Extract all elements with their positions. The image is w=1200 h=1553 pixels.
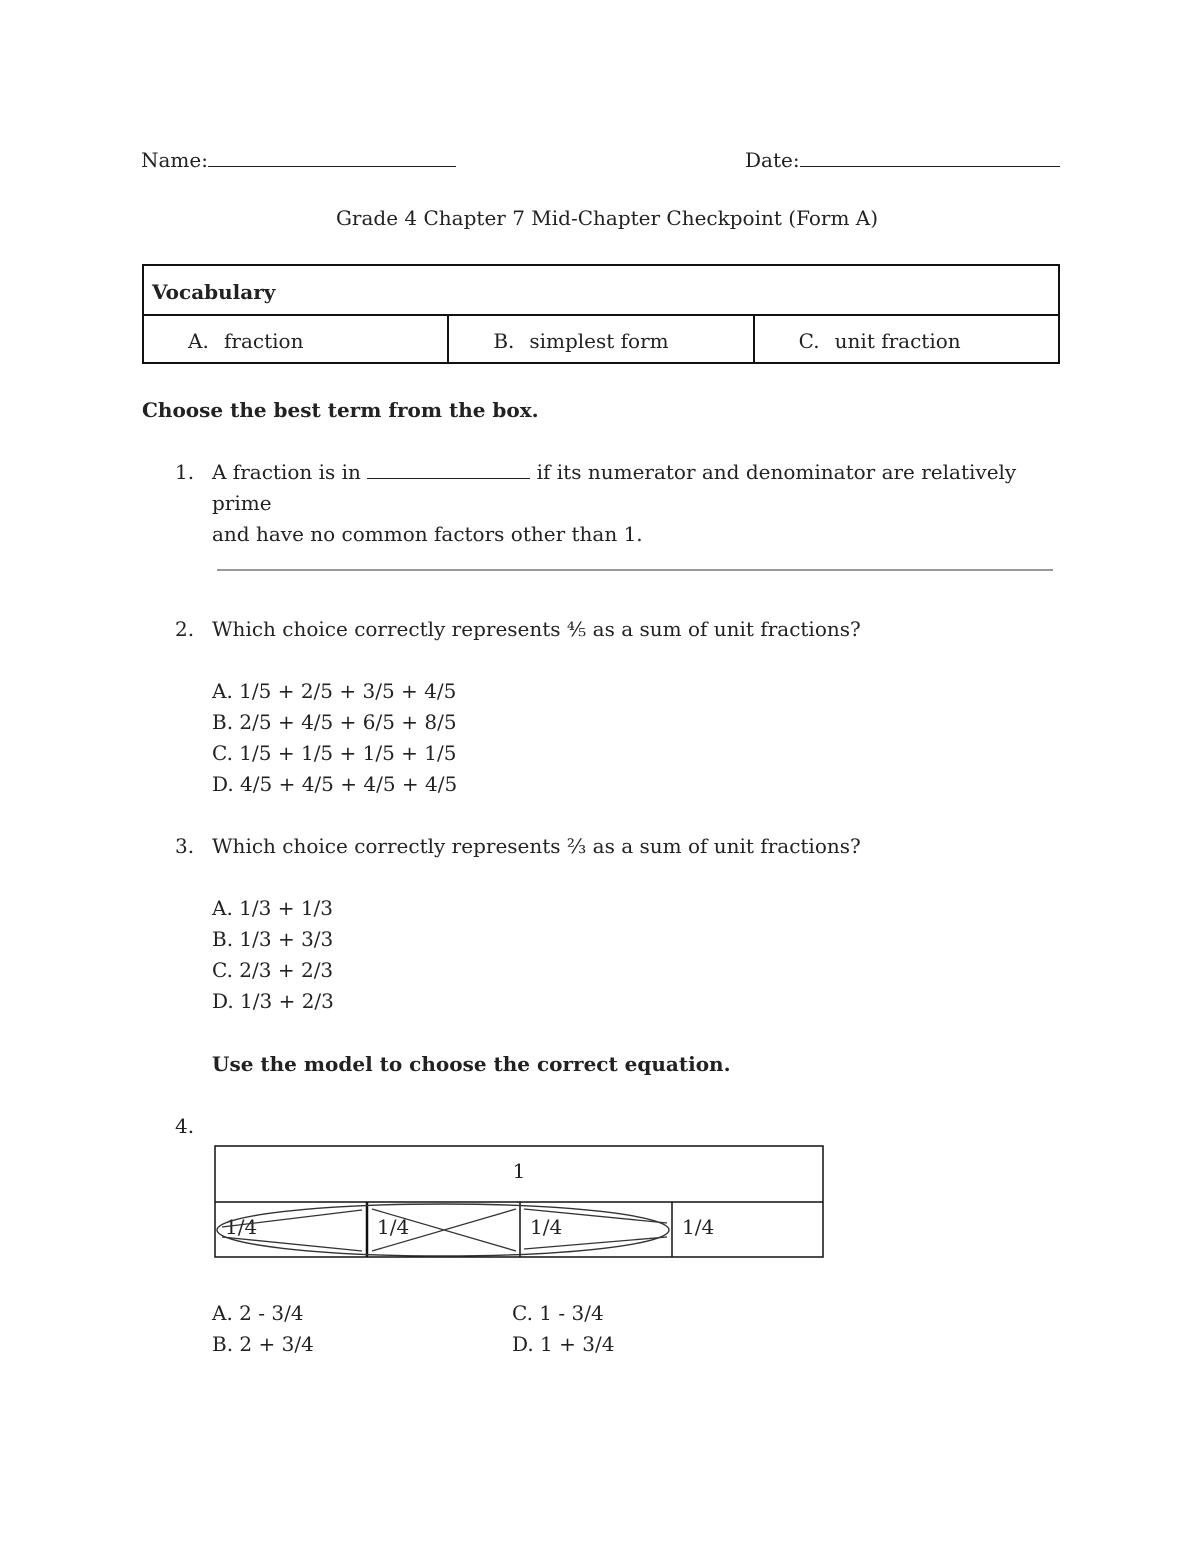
date-field [745,144,1060,172]
q3-option-d[interactable]: D. 1/3 + 2/3 [212,989,334,1013]
q2-option-b[interactable]: B. 2/5 + 4/5 + 6/5 + 8/5 [212,710,457,734]
question-1-text [212,456,1052,550]
vocabulary-heading: Vocabulary [144,266,1058,316]
answer-line[interactable] [217,569,1053,571]
section-instruction-terms: Choose the best term from the box. [142,398,539,422]
question-2-options [212,676,457,800]
model-part-label: 1/4 [377,1215,410,1239]
vocab-term: fraction [224,329,304,353]
vocab-term-c [753,316,1058,364]
vocabulary-box [142,264,1060,364]
q2-option-c[interactable]: C. 1/5 + 1/5 + 1/5 + 1/5 [212,741,457,765]
cross-out-marks [222,1209,667,1251]
page-title: Grade 4 Chapter 7 Mid-Chapter Checkpoint (Form A) [335,206,879,230]
question-3-options [212,893,334,1017]
model-part-label: 1/4 [530,1215,563,1239]
date-blank[interactable] [800,144,1060,167]
date-label: Date: [745,148,800,172]
q1-answer-blank[interactable] [367,456,530,479]
q1-text-before: A fraction is in [212,460,361,484]
name-field [141,144,456,172]
q1-text-after: if its numerator and denominator are relatively prime [212,460,1017,515]
q3-option-b[interactable]: B. 1/3 + 3/3 [212,927,334,951]
name-label: Name: [141,148,208,172]
vocabulary-terms [144,316,1058,364]
q3-option-c[interactable]: C. 2/3 + 2/3 [212,958,334,982]
q1-text-line2: and have no common factors other than 1. [212,522,643,546]
vocab-letter: B. [493,329,515,353]
model-part-label: 1/4 [225,1215,258,1239]
vocab-term: unit fraction [834,329,961,353]
question-4-options-left [212,1298,314,1360]
q2-option-a[interactable]: A. 1/5 + 2/5 + 3/5 + 4/5 [212,679,457,703]
question-3-text: Which choice correctly represents ⅔ as a sum of unit fractions? [212,834,861,858]
q4-option-a[interactable]: A. 2 - 3/4 [212,1301,304,1325]
q4-option-d[interactable]: D. 1 + 3/4 [512,1332,615,1356]
question-4-options-right [512,1298,614,1360]
question-2-text: Which choice correctly represents ⅘ as a sum of unit fractions? [212,617,861,641]
fraction-model [214,1145,824,1258]
vocab-term: simplest form [529,329,669,353]
model-part-label: 1/4 [682,1215,715,1239]
question-number: 4. [175,1114,195,1138]
vocab-letter: C. [798,329,820,353]
q4-option-b[interactable]: B. 2 + 3/4 [212,1332,314,1356]
vocab-term-a [144,316,447,364]
question-number: 1. [175,460,195,484]
q3-option-a[interactable]: A. 1/3 + 1/3 [212,896,334,920]
q2-option-d[interactable]: D. 4/5 + 4/5 + 4/5 + 4/5 [212,772,458,796]
model-whole-label: 1 [512,1159,526,1183]
vocab-letter: A. [188,329,209,353]
name-blank[interactable] [208,144,456,167]
question-number: 2. [175,617,195,641]
section-instruction-model: Use the model to choose the correct equation. [212,1052,731,1076]
q4-option-c[interactable]: C. 1 - 3/4 [512,1301,604,1325]
vocab-term-b [447,316,752,364]
question-number: 3. [175,834,195,858]
